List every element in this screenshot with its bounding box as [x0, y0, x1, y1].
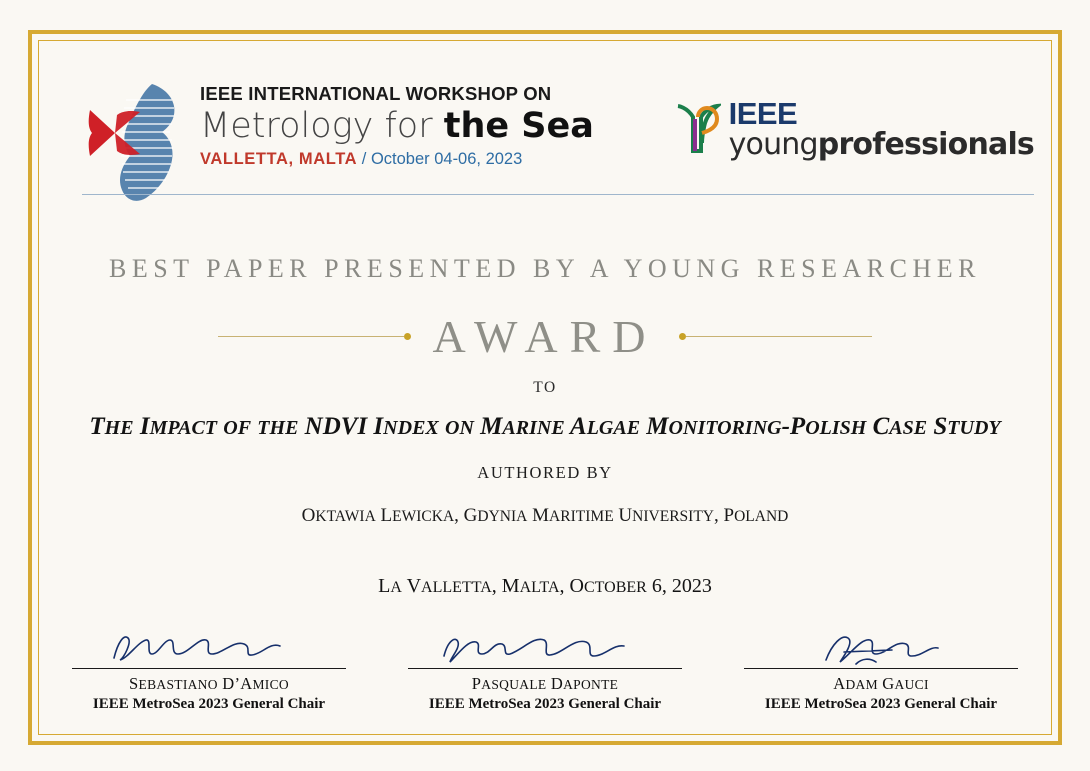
award-rule-left	[218, 336, 404, 337]
ieee-yp-mark-icon	[675, 103, 721, 155]
award-dot-right-icon	[679, 333, 686, 340]
yp-young-text: young	[728, 127, 818, 162]
maltese-cross-icon	[84, 102, 146, 164]
authored-by-label: AUTHORED BY	[477, 463, 613, 482]
award-dot-left-icon	[404, 333, 411, 340]
ieee-wordmark: IEEE	[728, 96, 798, 131]
signatory-name: SEBASTIANO D’AMICO	[129, 674, 289, 693]
signatory-name: PASQUALE DAPONTE	[471, 674, 619, 693]
signatory-role: IEEE MetroSea 2023 General Chair	[92, 696, 326, 712]
signature-mark	[64, 628, 354, 668]
ieee-yp-text	[729, 98, 1034, 160]
award-rule-right	[686, 336, 872, 337]
signatory-role: IEEE MetroSea 2023 General Chair	[428, 696, 662, 712]
signature-rule	[408, 668, 682, 669]
signature-block	[64, 628, 354, 713]
young-professionals-wordmark	[728, 127, 1034, 162]
certificate-content	[52, 54, 1038, 721]
workshop-title-block	[200, 84, 594, 169]
paper-title: THE IMPACT OF THE NDVI INDEX ON MARINE ALGAE MONITORING-POLISH CASE STUDY	[89, 413, 1001, 440]
workshop-location-line	[200, 150, 594, 169]
signature-block	[736, 628, 1026, 713]
signature-mark	[400, 628, 690, 668]
header-divider	[82, 194, 1034, 195]
award-title-row	[52, 310, 1038, 363]
signature-rule	[744, 668, 1018, 669]
workshop-city: VALLETTA, MALTA	[200, 149, 358, 168]
handwritten-signature-icon	[796, 628, 1026, 668]
metrosea-logo	[84, 82, 194, 207]
author-affiliation: OKTAWIA LEWICKA, GDYNIA MARITIME UNIVERSITY, POLAND	[301, 505, 789, 526]
signature-block	[400, 628, 690, 713]
handwritten-signature-icon	[430, 628, 660, 668]
workshop-subtitle: IEEE INTERNATIONAL WORKSHOP ON	[200, 83, 552, 104]
award-word: AWARD	[432, 311, 658, 362]
yp-professionals-text: professionals	[817, 127, 1034, 162]
signatory-role: IEEE MetroSea 2023 General Chair	[764, 696, 998, 712]
workshop-title-bold: the Sea	[443, 106, 594, 147]
signature-rule	[72, 668, 346, 669]
to-label: TO	[533, 379, 557, 396]
ieee-young-professionals-logo	[675, 98, 1034, 160]
signature-mark	[736, 628, 1026, 668]
signatory-name: ADAM GAUCI	[833, 674, 929, 693]
workshop-separator: /	[357, 149, 371, 168]
workshop-dates: October 04-06, 2023	[370, 149, 523, 168]
handwritten-signature-icon	[94, 628, 324, 668]
signature-row	[64, 628, 1026, 713]
workshop-title	[200, 106, 594, 146]
workshop-title-light: Metrology for	[200, 106, 444, 147]
award-category-line: BEST PAPER PRESENTED BY A YOUNG RESEARCHER	[109, 254, 981, 283]
place-and-date: LA VALLETTA, MALTA, OCTOBER 6, 2023	[378, 575, 712, 597]
certificate-header	[52, 54, 1038, 182]
